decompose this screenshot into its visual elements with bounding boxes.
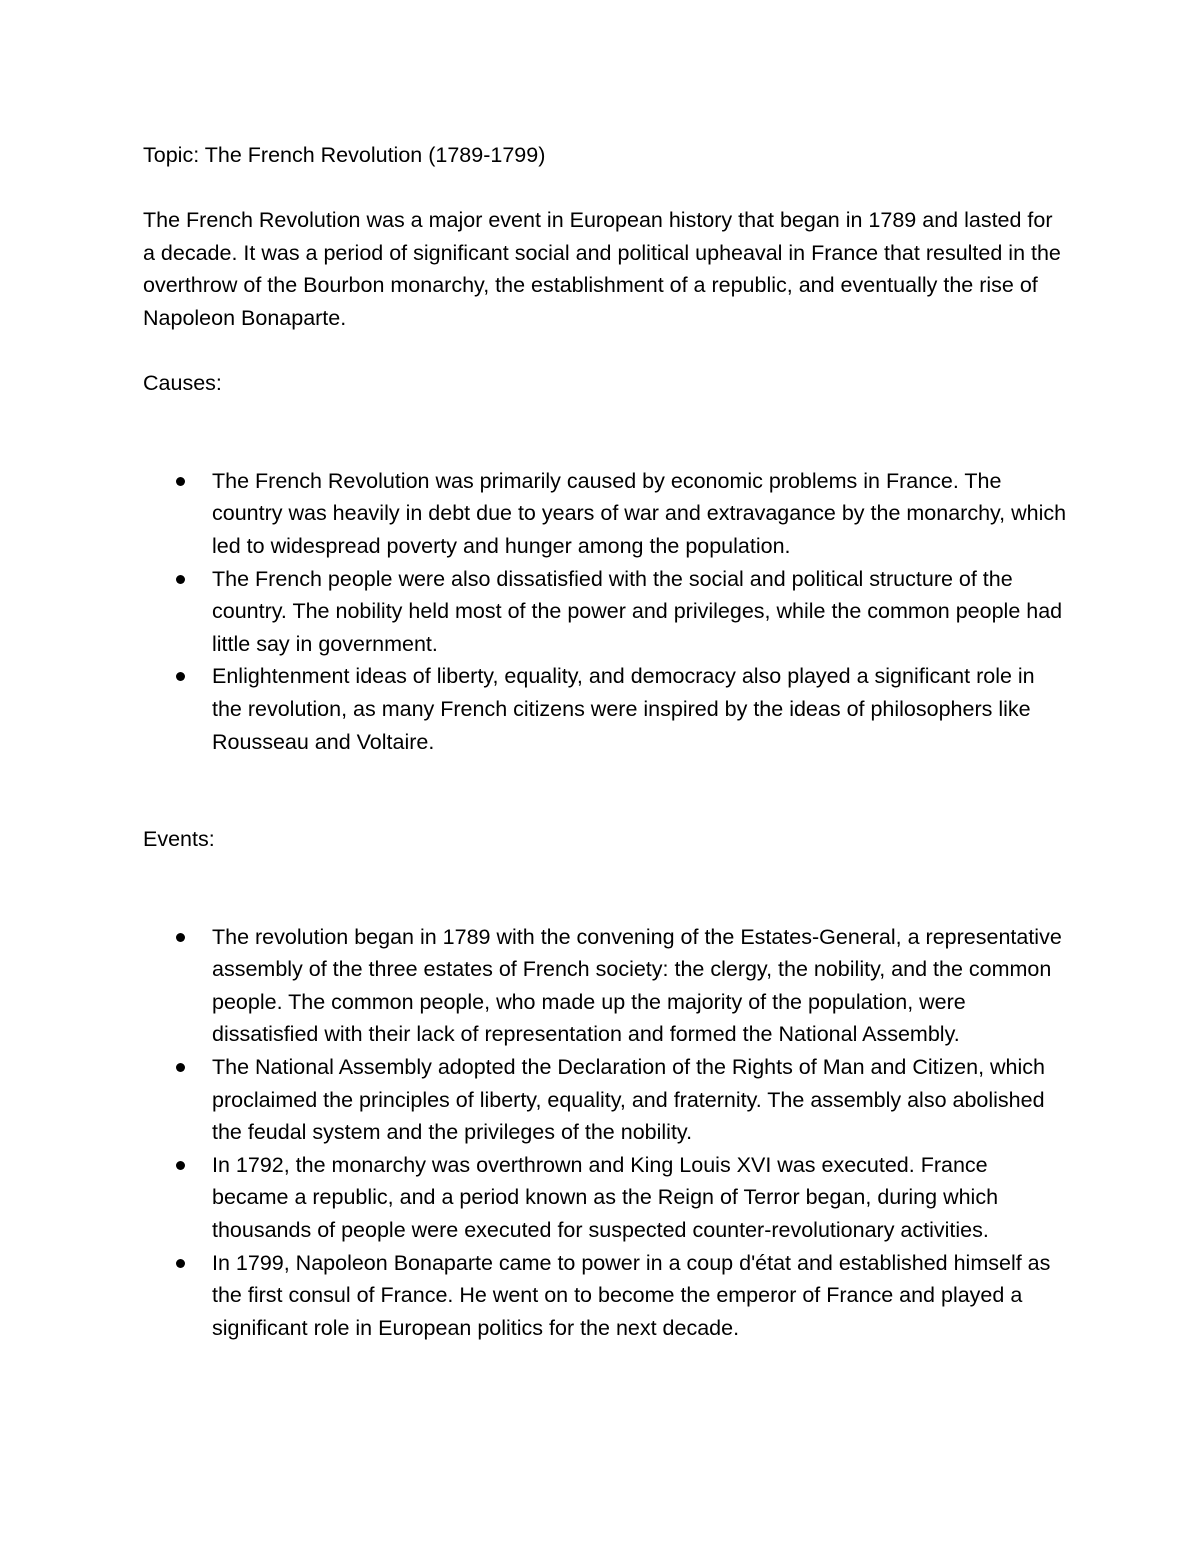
bullet-icon	[176, 1063, 185, 1072]
document-body	[143, 139, 1068, 1344]
bullet-icon	[176, 575, 185, 584]
list-item	[143, 1247, 1068, 1345]
events-heading: Events:	[143, 827, 215, 852]
bullet-icon	[176, 933, 185, 942]
list-item-text: The French people were also dissatisfied with the social and political structure of the country. The nobility held most of the power and privileges, while the common people had little say in government.	[212, 566, 1063, 656]
list-item	[143, 465, 1068, 563]
causes-list	[143, 465, 1068, 758]
bullet-icon	[176, 1259, 185, 1268]
list-item	[143, 563, 1068, 661]
list-item-text: The French Revolution was primarily caused by economic problems in France. The country was heavily in debt due to years of war and extravagance by the monarchy, which led to widespread poverty and hunger among the population.	[212, 468, 1067, 558]
list-item-text: Enlightenment ideas of liberty, equality, and democracy also played a significant role in the revolution, as many French citizens were inspired by the ideas of philosophers like Rousseau and Voltaire.	[212, 664, 1035, 754]
list-item-text: The National Assembly adopted the Declaration of the Rights of Man and Citizen, which proclaimed the principles of liberty, equality, and fraternity. The assembly also abolished the feudal system and the privileges of the nobility.	[212, 1055, 1045, 1145]
bullet-icon	[176, 672, 185, 681]
list-item-text: In 1792, the monarchy was overthrown and King Louis XVI was executed. France became a republic, and a period known as the Reign of Terror began, during which thousands of people were executed for suspected counter-revolutionary activities.	[212, 1152, 999, 1243]
list-item-text: In 1799, Napoleon Bonaparte came to power in a coup d'état and established himself as the first consul of France. He went on to become the emperor of France and played a significant role in European politics for the next decade.	[212, 1250, 1051, 1340]
events-list	[143, 921, 1068, 1345]
bullet-icon	[176, 1161, 185, 1170]
list-item-text: The revolution began in 1789 with the convening of the Estates-General, a representative assembly of the three estates of French society: the clergy, the nobility, and the common people. The common people, who made up the majority of the population, were dissatisfied with their lack of representation and formed the National Assembly.	[212, 924, 1062, 1047]
list-item	[143, 660, 1068, 758]
list-item	[143, 1149, 1068, 1247]
causes-heading: Causes:	[143, 371, 222, 396]
bullet-icon	[176, 477, 185, 486]
list-item	[143, 921, 1068, 1051]
list-item	[143, 1051, 1068, 1149]
intro-paragraph: The French Revolution was a major event in European history that began in 1789 and lasted for a decade. It was a period of significant social and political upheaval in France that resulted in the overthrow of the Bourbon monarchy, the establishment of a republic, and eventually the rise of Napoleon Bonaparte.	[143, 208, 1061, 330]
document-title: Topic: The French Revolution (1789-1799)	[143, 143, 546, 167]
